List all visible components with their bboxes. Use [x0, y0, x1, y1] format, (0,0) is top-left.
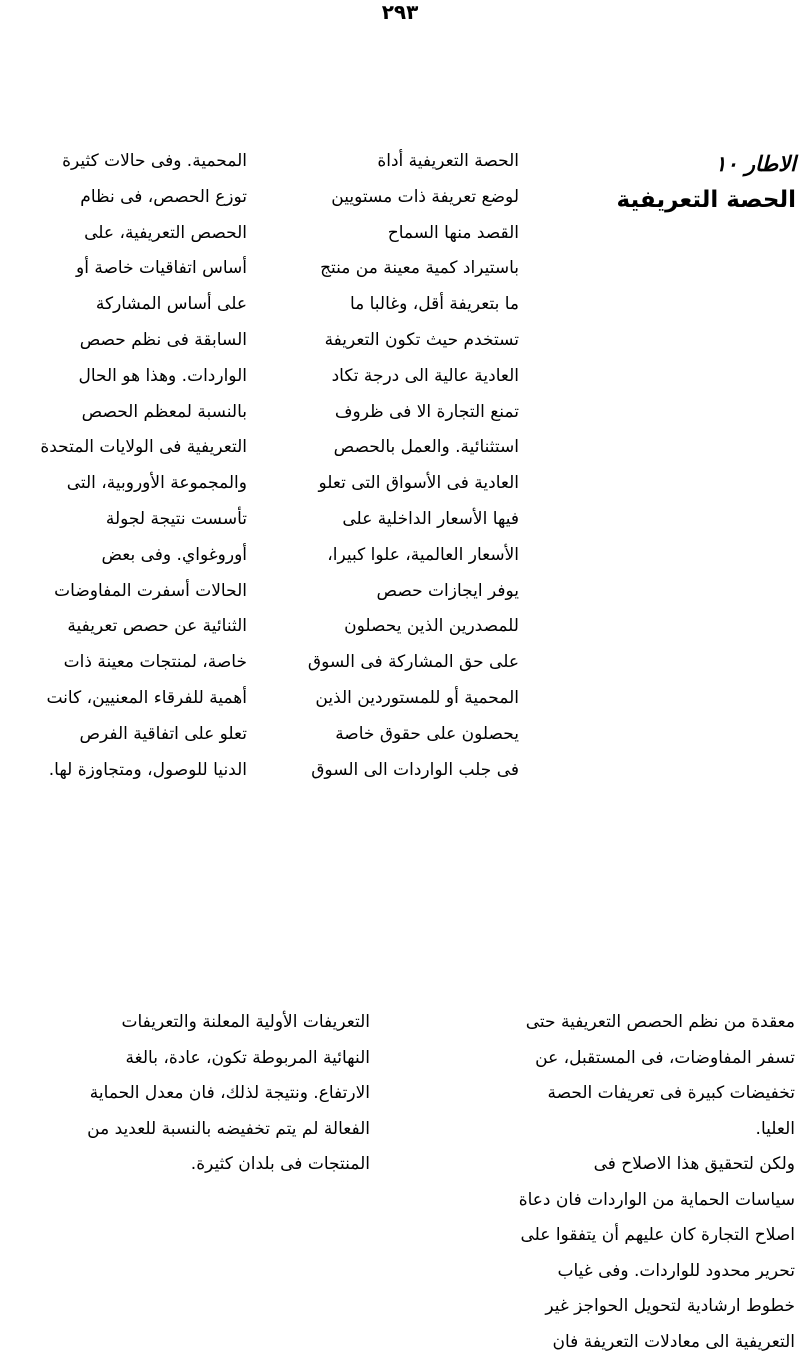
text-line: المنتجات فى بلدان كثيرة.: [190, 1154, 370, 1174]
text-line: الارتفاع. ونتيجة لذلك، فان معدل الحماية: [89, 1083, 370, 1103]
text-line: اصلاح التجارة كان عليهم أن يتفقوا على: [520, 1225, 795, 1245]
text-line: بالنسبة لمعظم الحصص: [81, 401, 247, 422]
text-line: الدنيا للوصول، ومتجاوزة لها.: [48, 759, 247, 780]
text-line: يحصلون على حقوق خاصة: [335, 723, 519, 744]
text-line: لوضع تعريفة ذات مستويين: [331, 186, 519, 207]
text-line: تسفر المفاوضات، فى المستقبل، عن: [535, 1047, 795, 1068]
text-line: التعريفية فى الولايات المتحدة: [40, 437, 247, 458]
text-line: الحصة التعريفية أداة: [377, 151, 519, 171]
text-line: الحصص التعريفية، على: [84, 222, 247, 243]
box-column-right: [273, 144, 519, 788]
text-line: معقدة من نظم الحصص التعريفية حتى: [525, 1012, 795, 1032]
text-line: تعلو على اتفاقية الفرص: [79, 723, 247, 744]
text-line: الحالات أسفرت المفاوضات: [54, 580, 247, 601]
text-line: أساس اتفاقيات خاصة أو: [76, 258, 247, 279]
text-line: السابقة فى نظم حصص: [79, 329, 247, 350]
body-column-right: [433, 1005, 795, 1360]
text-line: توزع الحصص، فى نظام: [80, 186, 247, 207]
text-line: على أساس المشاركة: [95, 294, 247, 315]
text-line: تأسست نتيجة لجولة: [105, 508, 247, 529]
text-line: العليا.: [755, 1118, 795, 1139]
text-line: أهمية للفرقاء المعنيين، كانت: [46, 687, 247, 708]
text-line: الأسعار العالمية، علوا كبيرا،: [327, 544, 519, 565]
text-line: والمجموعة الأوروبية، التى: [66, 473, 247, 494]
box-title: الحصة التعريفية: [616, 187, 796, 213]
box-heading: [596, 148, 796, 220]
text-line: ما بتعريفة أقل، وغالبا ما: [349, 294, 519, 315]
text-line: القصد منها السماح: [387, 222, 519, 243]
text-line: تخفيضات كبيرة فى تعريفات الحصة: [547, 1083, 795, 1103]
page-number: ٢٩٣: [381, 0, 419, 24]
text-line: استثنائية. والعمل بالحصص: [333, 437, 519, 458]
text-line: على حق المشاركة فى السوق: [307, 652, 519, 673]
text-line: العادية فى الأسواق التى تعلو: [318, 473, 519, 494]
body-column-left: [3, 1005, 370, 1183]
text-line: الواردات. وهذا هو الحال: [78, 365, 247, 386]
text-line: العادية عالية الى درجة تكاد: [331, 365, 519, 386]
text-line: يوفر ايجازات حصص: [376, 580, 519, 601]
text-line: خطوط ارشادية لتحويل الحواجز غير: [545, 1296, 795, 1316]
text-line: باستيراد كمية معينة من منتج: [320, 258, 519, 279]
text-line: تحرير محدود للواردات. وفى غياب: [557, 1260, 795, 1281]
text-line: التعريفات الأولية المعلنة والتعريفات: [121, 1012, 370, 1032]
text-line: الثنائية عن حصص تعريفية: [67, 616, 247, 637]
text-line: تستخدم حيث تكون التعريفة: [324, 329, 519, 350]
text-line: أوروغواي. وفى بعض: [101, 544, 247, 565]
text-line: الفعالة لم يتم تخفيضه بالنسبة للعديد من: [87, 1118, 370, 1139]
text-line: فيها الأسعار الداخلية على: [342, 508, 519, 529]
text-line: المحمية. وفى حالات كثيرة: [62, 151, 247, 171]
box-column-left: [3, 144, 247, 788]
text-line: خاصة، لمنتجات معينة ذات: [63, 652, 247, 673]
text-line: النهائية المربوطة تكون، عادة، بالغة: [125, 1047, 370, 1068]
text-line: سياسات الحماية من الواردات فان دعاة: [518, 1189, 795, 1210]
text-line: للمصدرين الذين يحصلون: [344, 616, 519, 637]
box-number: الاطار ١٠: [715, 152, 796, 176]
text-line: المحمية أو للمستوردين الذين: [315, 687, 519, 708]
text-line: التعريفية الى معادلات التعريفة فان: [552, 1331, 795, 1352]
text-line: ولكن لتحقيق هذا الاصلاح فى: [593, 1154, 795, 1174]
text-line: تمنع التجارة الا فى ظروف: [334, 401, 519, 422]
text-line: فى جلب الواردات الى السوق: [311, 759, 519, 780]
